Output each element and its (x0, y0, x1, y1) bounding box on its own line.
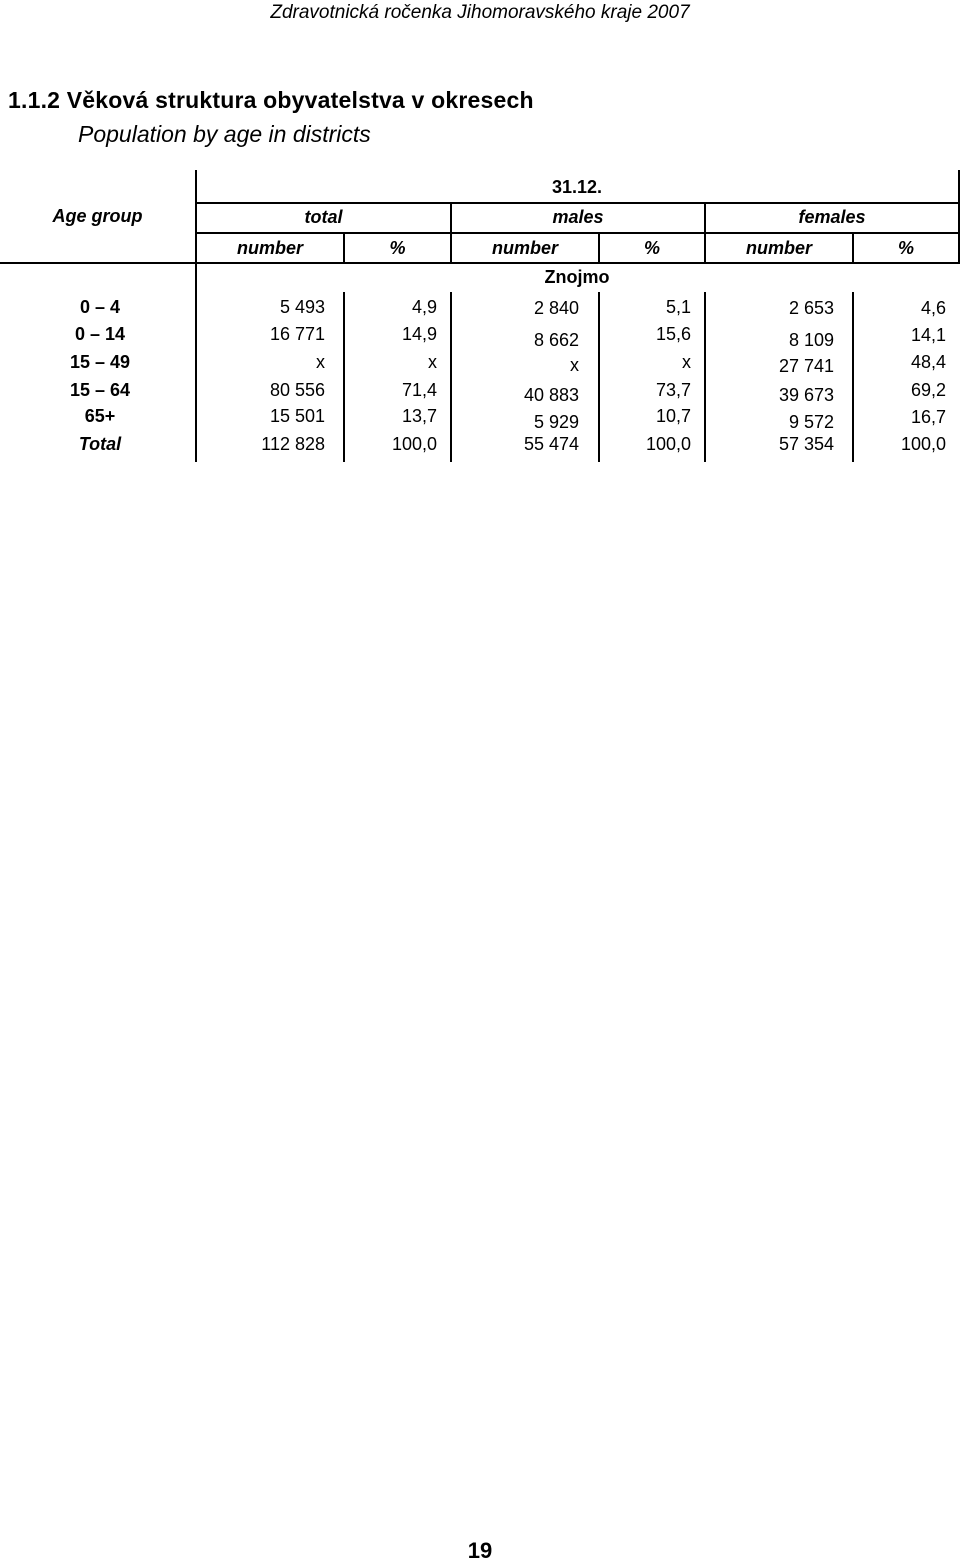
value-cell: 16 771 (269, 324, 325, 344)
value-cell: 15 501 (269, 406, 325, 426)
value-cell: 27 741 (778, 356, 834, 376)
value-cell: x (682, 352, 691, 372)
subheader-males-number: number (491, 238, 558, 258)
value-cell: 112 828 (261, 434, 325, 454)
age-label: 0 – 14 (74, 324, 126, 344)
value-cell: 73,7 (655, 380, 691, 400)
value-cell: 5,1 (665, 297, 691, 317)
value-cell: x (570, 355, 579, 375)
age-label: 15 – 64 (69, 380, 131, 400)
district-label: Znojmo (544, 267, 610, 287)
subheader-males-percent: % (643, 238, 660, 258)
value-cell: 5 929 (533, 412, 579, 432)
value-cell: 13,7 (401, 406, 437, 426)
value-cell: 10,7 (655, 406, 691, 426)
value-cell: 2 840 (533, 298, 579, 318)
value-cell: 71,4 (401, 380, 437, 400)
date-label: 31.12. (551, 177, 603, 197)
value-cell: 55 474 (523, 434, 579, 454)
section-title: 1.1.2 Věková struktura obyvatelstva v okresech (8, 87, 534, 113)
value-cell: 8 662 (533, 330, 579, 350)
subheader-females-number: number (745, 238, 812, 258)
value-cell: x (428, 352, 437, 372)
row-header: Age group (52, 206, 143, 226)
value-cell: 8 109 (788, 330, 834, 350)
age-label: 0 – 4 (79, 297, 121, 317)
value-cell: 39 673 (778, 385, 834, 405)
value-cell: 100,0 (391, 434, 437, 454)
table-rule (195, 202, 960, 204)
value-cell: 14,9 (401, 324, 437, 344)
value-cell: 14,1 (910, 325, 946, 345)
value-cell: 5 493 (279, 297, 325, 317)
age-label: 15 – 49 (69, 352, 131, 372)
subheader-total-number: number (236, 238, 303, 258)
table-rule (0, 262, 960, 264)
value-cell: 4,6 (920, 298, 946, 318)
subheader-total-percent: % (389, 238, 406, 258)
value-cell: 2 653 (788, 298, 834, 318)
subheader-females-percent: % (897, 238, 914, 258)
value-cell: x (316, 352, 325, 372)
value-cell: 100,0 (645, 434, 691, 454)
value-cell: 80 556 (269, 380, 325, 400)
section-subtitle: Population by age in districts (78, 121, 371, 147)
group-header-females: females (798, 207, 866, 227)
value-cell: 57 354 (778, 434, 834, 454)
page-number: 19 (467, 1538, 493, 1563)
running-header: Zdravotnická ročenka Jihomoravského kraje 2007 (270, 2, 690, 23)
group-header-total: total (304, 207, 343, 227)
value-cell: 15,6 (655, 324, 691, 344)
value-cell: 4,9 (411, 297, 437, 317)
value-cell: 69,2 (910, 380, 946, 400)
value-cell: 9 572 (788, 412, 834, 432)
value-cell: 48,4 (910, 352, 946, 372)
age-label-total: Total (78, 434, 122, 454)
table-rule (195, 232, 960, 234)
age-label: 65+ (84, 406, 116, 426)
value-cell: 40 883 (523, 385, 579, 405)
age-structure-table (0, 170, 960, 462)
value-cell: 100,0 (900, 434, 946, 454)
group-header-males: males (552, 207, 604, 227)
value-cell: 16,7 (910, 407, 946, 427)
